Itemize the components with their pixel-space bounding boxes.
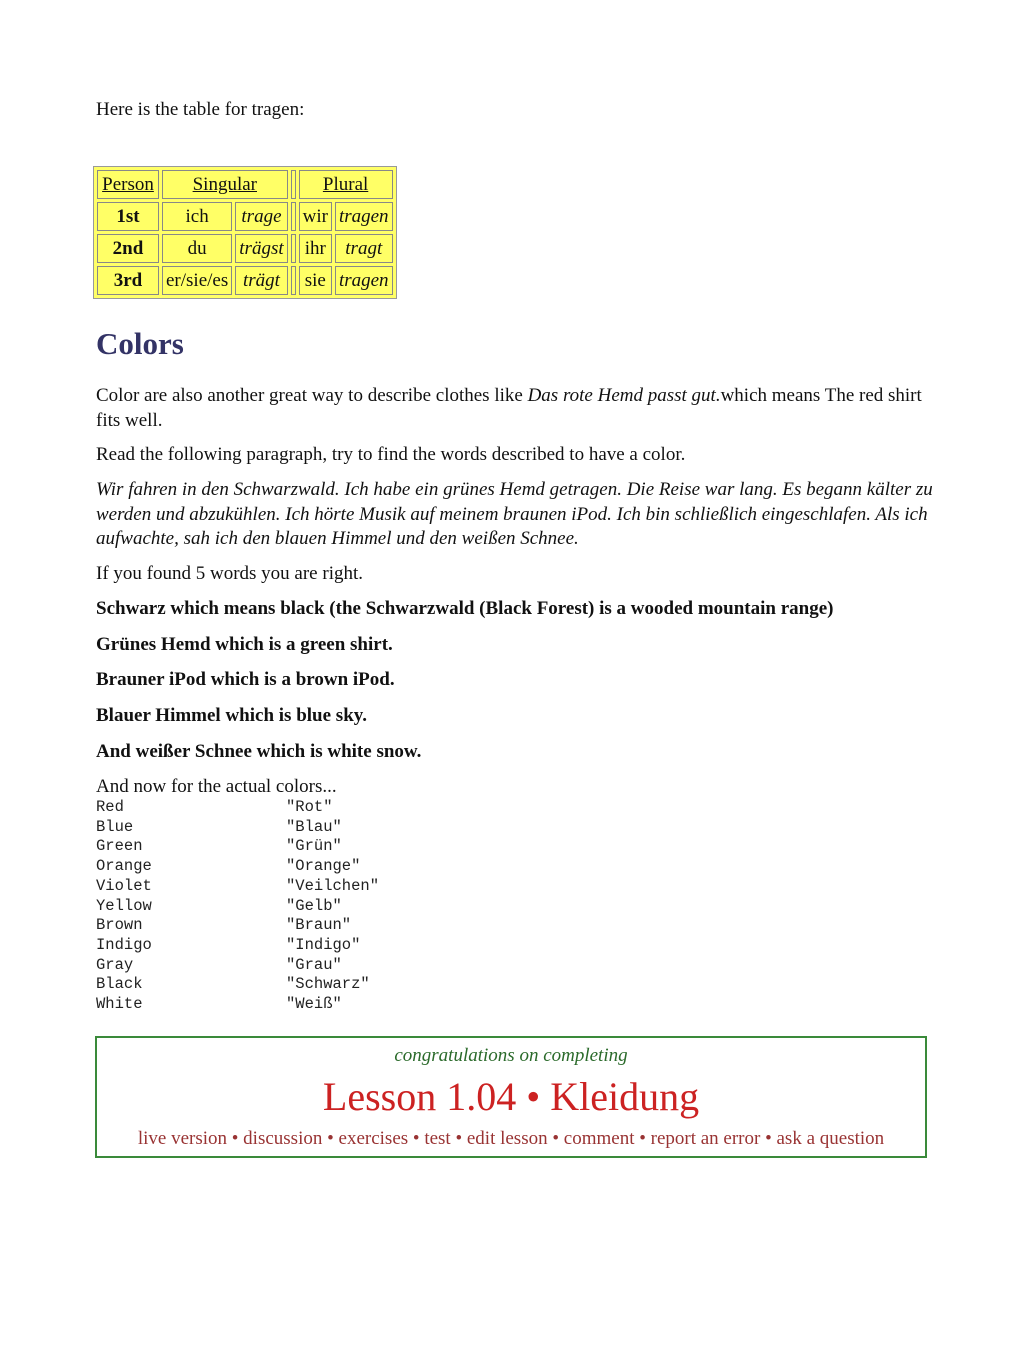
link-separator: • (634, 1127, 651, 1149)
lesson-link-ask-a-question[interactable]: ask a question (776, 1127, 885, 1149)
color-english: Black (96, 975, 143, 994)
lesson-complete-banner (95, 1036, 927, 1158)
answer-item: Brauner iPod which is a brown iPod. (96, 669, 395, 691)
table-header-row (97, 170, 393, 199)
color-english: Yellow (96, 896, 152, 915)
list-item (96, 897, 379, 917)
plural-pronoun: ihr (299, 234, 332, 263)
header-singular: Singular (162, 170, 288, 199)
conjugation-table (93, 166, 397, 299)
list-item (96, 798, 379, 818)
color-english: Green (96, 837, 143, 856)
plural-pronoun: sie (299, 266, 332, 295)
answer-item: Grünes Hemd which is a green shirt. (96, 633, 393, 655)
link-separator: • (322, 1127, 339, 1149)
color-english: Orange (96, 857, 152, 876)
color-english: Violet (96, 876, 152, 895)
color-english: Red (96, 798, 124, 816)
link-separator: • (547, 1127, 564, 1149)
singular-pronoun: du (162, 234, 232, 263)
answer-item: Schwarz which means black (the Schwarzwald (Black Forest) is a wooded mountain range) (96, 597, 834, 619)
lesson-title: Lesson 1.04 • Kleidung (322, 1073, 700, 1119)
singular-verb: trägt (235, 266, 287, 295)
answer-item: And weißer Schnee which is white snow. (96, 740, 422, 762)
list-item (96, 936, 379, 956)
body-text (96, 384, 936, 810)
color-german: "Indigo" (286, 935, 361, 954)
color-german: "Rot" (286, 798, 333, 816)
plural-verb: tragen (335, 266, 393, 295)
color-german: "Braun" (286, 916, 352, 935)
table-spacer (291, 170, 296, 199)
lesson-links (97, 1127, 925, 1152)
singular-verb: trägst (235, 234, 287, 263)
lesson-link-comment[interactable]: comment (563, 1127, 635, 1149)
list-item (96, 995, 379, 1015)
color-list (96, 798, 379, 1015)
table-spacer (291, 266, 296, 295)
list-item (96, 857, 379, 877)
link-separator: • (227, 1127, 244, 1149)
singular-pronoun: er/sie/es (162, 266, 232, 295)
header-plural: Plural (299, 170, 393, 199)
person-cell: 1st (97, 202, 159, 231)
lesson-link-discussion[interactable]: discussion (243, 1127, 323, 1149)
table-row (97, 202, 393, 231)
para1-example: Das rote Hemd passt gut. (527, 385, 721, 406)
list-item (96, 956, 379, 976)
plural-verb: tragen (335, 202, 393, 231)
paragraph-clothes-example (96, 384, 936, 433)
list-item (96, 916, 379, 936)
paragraph-actual-colors: And now for the actual colors... (96, 776, 337, 798)
color-german: "Weiß" (286, 995, 342, 1014)
intro-text: Here is the table for tragen: (96, 99, 305, 120)
list-item (96, 975, 379, 995)
singular-pronoun: ich (162, 202, 232, 231)
section-heading-colors: Colors (96, 326, 184, 361)
color-german: "Orange" (286, 857, 361, 876)
paragraph-german-story: Wir fahren in den Schwarzwald. Ich habe ein grünes Hemd getragen. Die Reise war lang. Es begann kälter zu werden und abzukühlen. Ich hörte Musik auf meinem braunen iPod. Ich bin schließlich eingeschlafen. Als ich aufwachte, sah ich den blauen Himmel und den weißen Schnee. (96, 479, 933, 550)
color-german: "Gelb" (286, 896, 342, 915)
table-row (97, 266, 393, 295)
link-separator: • (760, 1127, 777, 1149)
list-item (96, 818, 379, 838)
plural-pronoun: wir (299, 202, 332, 231)
table-row (97, 234, 393, 263)
color-german: "Grau" (286, 955, 342, 974)
person-cell: 3rd (97, 266, 159, 295)
congrats-text: congratulations on completing (394, 1045, 628, 1066)
color-english: Gray (96, 955, 134, 974)
color-english: Indigo (96, 935, 152, 954)
table-spacer (291, 202, 296, 231)
paragraph-found-words: If you found 5 words you are right. (96, 563, 364, 585)
lesson-link-report-an-error[interactable]: report an error (650, 1127, 761, 1149)
color-german: "Blau" (286, 817, 342, 836)
para1-post: which means The red shirt fits well. (96, 385, 922, 431)
lesson-link-live-version[interactable]: live version (137, 1127, 228, 1149)
link-separator: • (408, 1127, 425, 1149)
color-english: White (96, 995, 143, 1014)
color-german: "Veilchen" (286, 876, 380, 895)
para1-pre: Color are also another great way to describe clothes like (96, 385, 528, 406)
color-english: Blue (96, 817, 134, 836)
list-item (96, 877, 379, 897)
paragraph-instructions: Read the following paragraph, try to find the words described to have a color. (96, 444, 686, 466)
list-item (96, 837, 379, 857)
color-german: "Grün" (286, 837, 342, 856)
color-german: "Schwarz" (286, 975, 370, 994)
header-person: Person (97, 170, 159, 199)
singular-verb: trage (235, 202, 287, 231)
color-english: Brown (96, 916, 143, 935)
answer-item: Blauer Himmel which is blue sky. (96, 704, 367, 726)
link-separator: • (450, 1127, 467, 1149)
plural-verb: tragt (335, 234, 393, 263)
lesson-link-test[interactable]: test (424, 1127, 451, 1149)
table-spacer (291, 234, 296, 263)
lesson-link-edit-lesson[interactable]: edit lesson (466, 1127, 548, 1149)
lesson-link-exercises[interactable]: exercises (338, 1127, 409, 1149)
person-cell: 2nd (97, 234, 159, 263)
